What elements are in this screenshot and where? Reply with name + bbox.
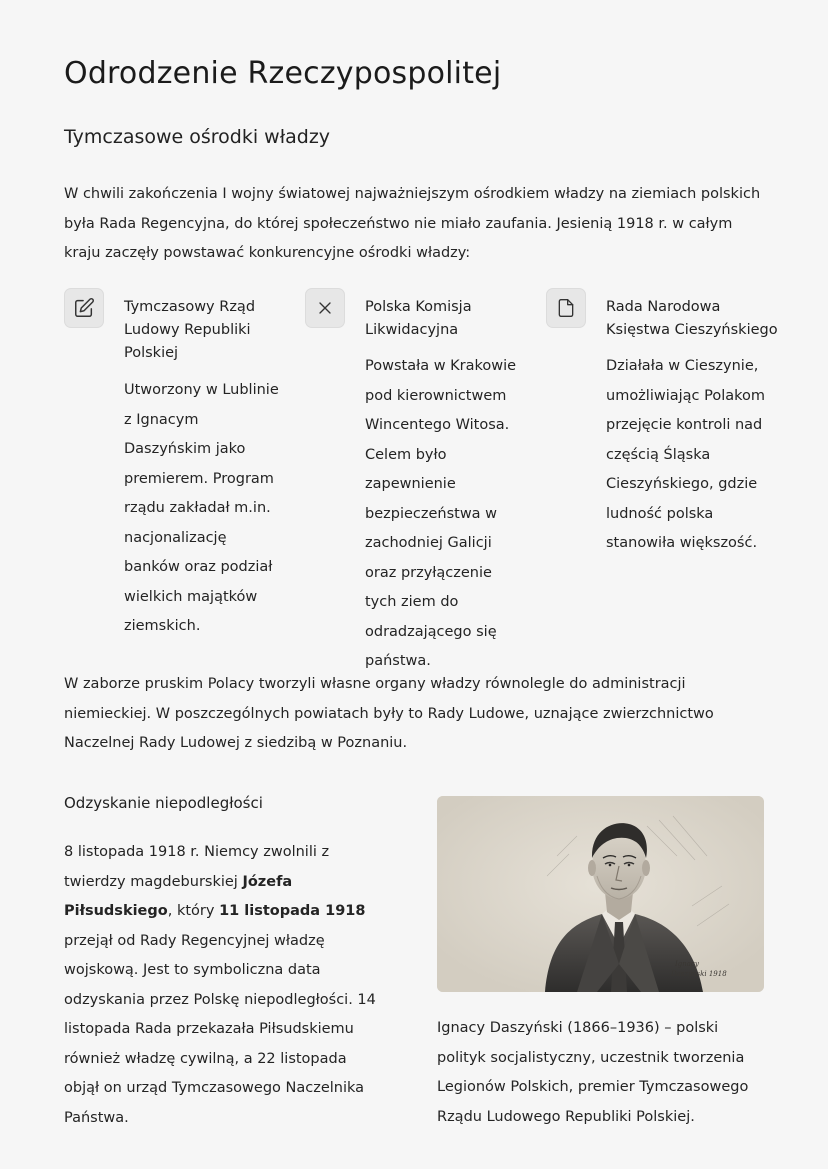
card-title: Polska Komisja Likwidacyjna — [365, 299, 472, 338]
edit-icon — [64, 288, 104, 328]
intro-paragraph: W chwili zakończenia I wojny światowej najważniejszym ośrodkiem władzy na ziemiach polskich była Rada Regencyjna, do której społeczeństwo nie miało zaufania. Jesienią 1918 r. w całym kraju zaczęły powstawać konkurencyjne ośrodki władzy: — [64, 186, 761, 261]
card-body: Działała w Cieszynie, umożliwiając Polakom przejęcie kontroli nad częścią Śląska Cieszyńskiego, gdzie ludność polska stanowiła większość. — [606, 358, 766, 551]
portrait-drawing — [437, 796, 764, 992]
prussian-partition-paragraph: W zaborze pruskim Polacy tworzyli własne organy władzy równolegle do administracji niemieckiej. W poszczególnych powiatach były to Rady Ludowe, uznające zwierzchnictwo Naczelnej Rady Ludowej z siedzibą w Poznaniu. — [64, 676, 714, 751]
signature-line-2: Daszyński 1918 — [671, 970, 727, 978]
section-heading-independence: Odzyskanie niepodległości — [64, 794, 263, 812]
bold-date: 11 listopada 1918 — [219, 903, 366, 919]
independence-paragraph — [64, 838, 384, 1133]
section-subtitle: Tymczasowe ośrodki władzy — [64, 126, 331, 148]
portrait-caption: Ignacy Daszyński (1866–1936) – polski polityk socjalistyczny, uczestnik tworzenia Legionów Polskich, premier Tymczasowego Rządu Ludowego Republiki Polskiej. — [437, 1020, 749, 1125]
card-body: Powstała w Krakowie pod kierownictwem Wincentego Witosa. Celem było zapewnienie bezpieczeństwa w zachodniej Galicji oraz przyłączenie tych ziem do odradzającego się państwa. — [365, 358, 517, 669]
card-title: Rada Narodowa Księstwa Cieszyńskiego — [606, 299, 778, 338]
bold-name: Józefa Piłsudskiego — [64, 873, 293, 919]
document-icon — [546, 288, 586, 328]
page-title: Odrodzenie Rzeczypospolitej — [64, 56, 502, 91]
signature-line-1: Ignacy — [675, 960, 699, 968]
text-segment: przejął od Rady Regencyjnej władzę wojskową. Jest to symboliczna data odzyskania przez Polskę niepodległości. 14 listopada Rada przekazała Piłsudskiemu również władzę cywilną, a 22 listopada objął on urząd Tymczasowego Naczelnika Państwa. — [64, 932, 376, 1126]
portrait-image — [437, 796, 764, 992]
text-segment: , który — [167, 903, 220, 919]
card-title: Tymczasowy Rząd Ludowy Republiki Polskiej — [124, 299, 256, 361]
close-icon — [305, 288, 345, 328]
card-body: Utworzony w Lublinie z Ignacym Daszyńskim jako premierem. Program rządu zakładał m.in. nacjonalizację banków oraz podział wielkich majątków ziemskich. — [124, 382, 279, 634]
text-segment: 8 listopada 1918 r. Niemcy zwolnili z twierdzy magdeburskiej — [64, 844, 330, 890]
